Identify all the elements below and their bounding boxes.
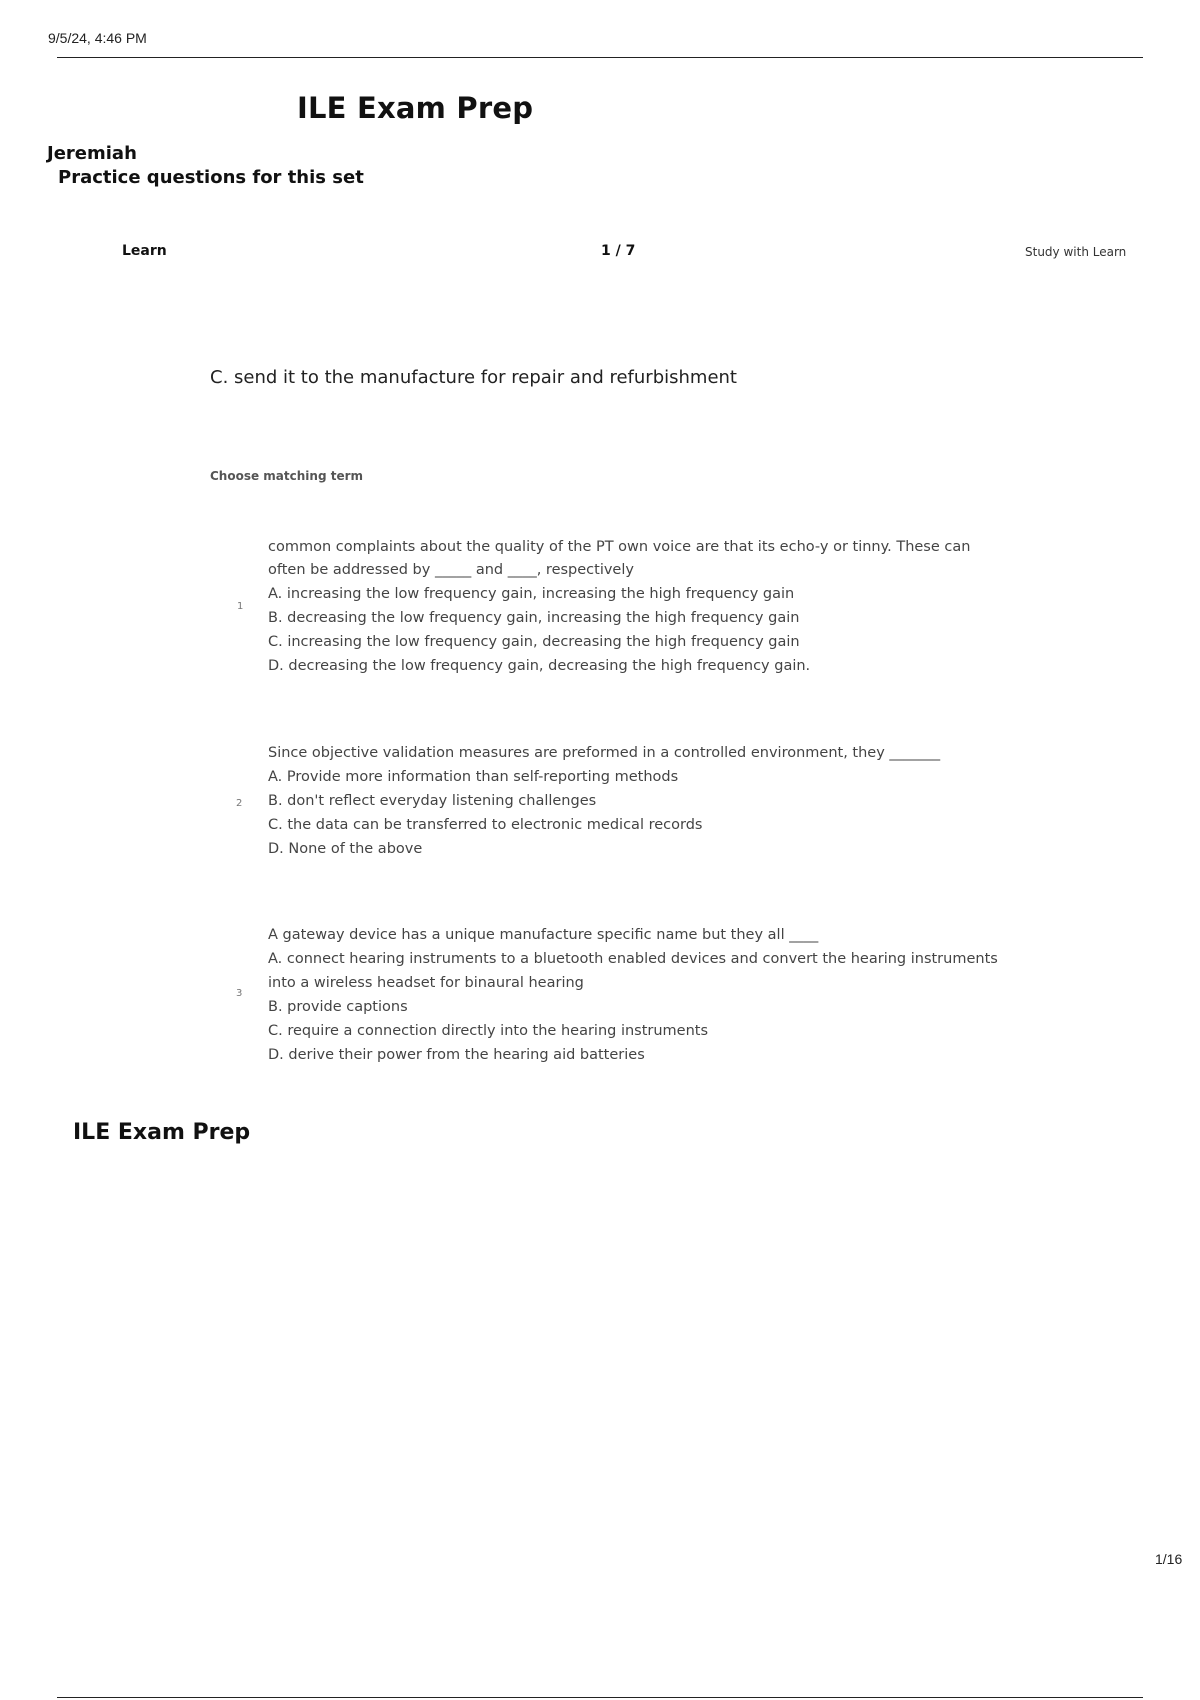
question-option-list <box>268 742 1028 861</box>
answer-option[interactable]: C. increasing the low frequency gain, decreasing the high frequency gain <box>268 634 800 650</box>
answer-option[interactable]: D. derive their power from the hearing aid batteries <box>268 1047 645 1063</box>
answer-option[interactable]: B. decreasing the low frequency gain, increasing the high frequency gain <box>268 610 800 626</box>
footer-title: ILE Exam Prep <box>73 1120 251 1145</box>
header-divider <box>57 57 1143 58</box>
answer-option[interactable]: B. provide captions <box>268 999 408 1015</box>
choose-matching-term-label: Choose matching term <box>210 469 364 483</box>
footer-divider <box>57 1697 1143 1698</box>
answer-option[interactable]: C. the data can be transferred to electronic medical records <box>268 817 703 833</box>
question-stem: A gateway device has a unique manufacture specific name but they all ____ <box>268 927 819 943</box>
study-with-learn-link[interactable]: Study with Learn <box>1025 245 1127 259</box>
section-subtitle: Practice questions for this set <box>58 167 364 188</box>
print-datetime: 9/5/24, 4:46 PM <box>48 30 147 46</box>
question-stem: common complaints about the quality of the PT own voice are that its echo-y or tinny. These can <box>268 539 971 555</box>
progress-counter: 1 / 7 <box>601 243 636 259</box>
answer-option[interactable]: D. None of the above <box>268 841 423 857</box>
answer-option-continuation: into a wireless headset for binaural hearing <box>268 975 584 991</box>
question-stem: Since objective validation measures are preformed in a controlled environment, they _______ <box>268 745 941 761</box>
author-name: Jeremiah <box>47 143 137 164</box>
answer-option[interactable]: A. Provide more information than self-reporting methods <box>268 769 679 785</box>
answer-option[interactable]: C. require a connection directly into the hearing instruments <box>268 1023 709 1039</box>
question-number: 3 <box>236 988 243 999</box>
page-number: 1/16 <box>1155 1551 1183 1567</box>
answer-option[interactable]: A. connect hearing instruments to a bluetooth enabled devices and convert the hearing instruments <box>268 951 998 967</box>
question-number: 1 <box>237 601 244 612</box>
flashcard-answer: C. send it to the manufacture for repair and refurbishment <box>210 367 737 388</box>
question-option-list <box>268 924 1028 1067</box>
learn-mode-label[interactable]: Learn <box>122 243 167 259</box>
answer-option[interactable]: A. increasing the low frequency gain, increasing the high frequency gain <box>268 586 795 602</box>
answer-option[interactable]: B. don't reflect everyday listening challenges <box>268 793 597 809</box>
question-option-list <box>268 536 1028 678</box>
question-number: 2 <box>236 798 243 809</box>
page-title: ILE Exam Prep <box>297 91 534 125</box>
question-stem: often be addressed by _____ and ____, respectively <box>268 562 634 578</box>
answer-option[interactable]: D. decreasing the low frequency gain, decreasing the high frequency gain. <box>268 658 811 674</box>
